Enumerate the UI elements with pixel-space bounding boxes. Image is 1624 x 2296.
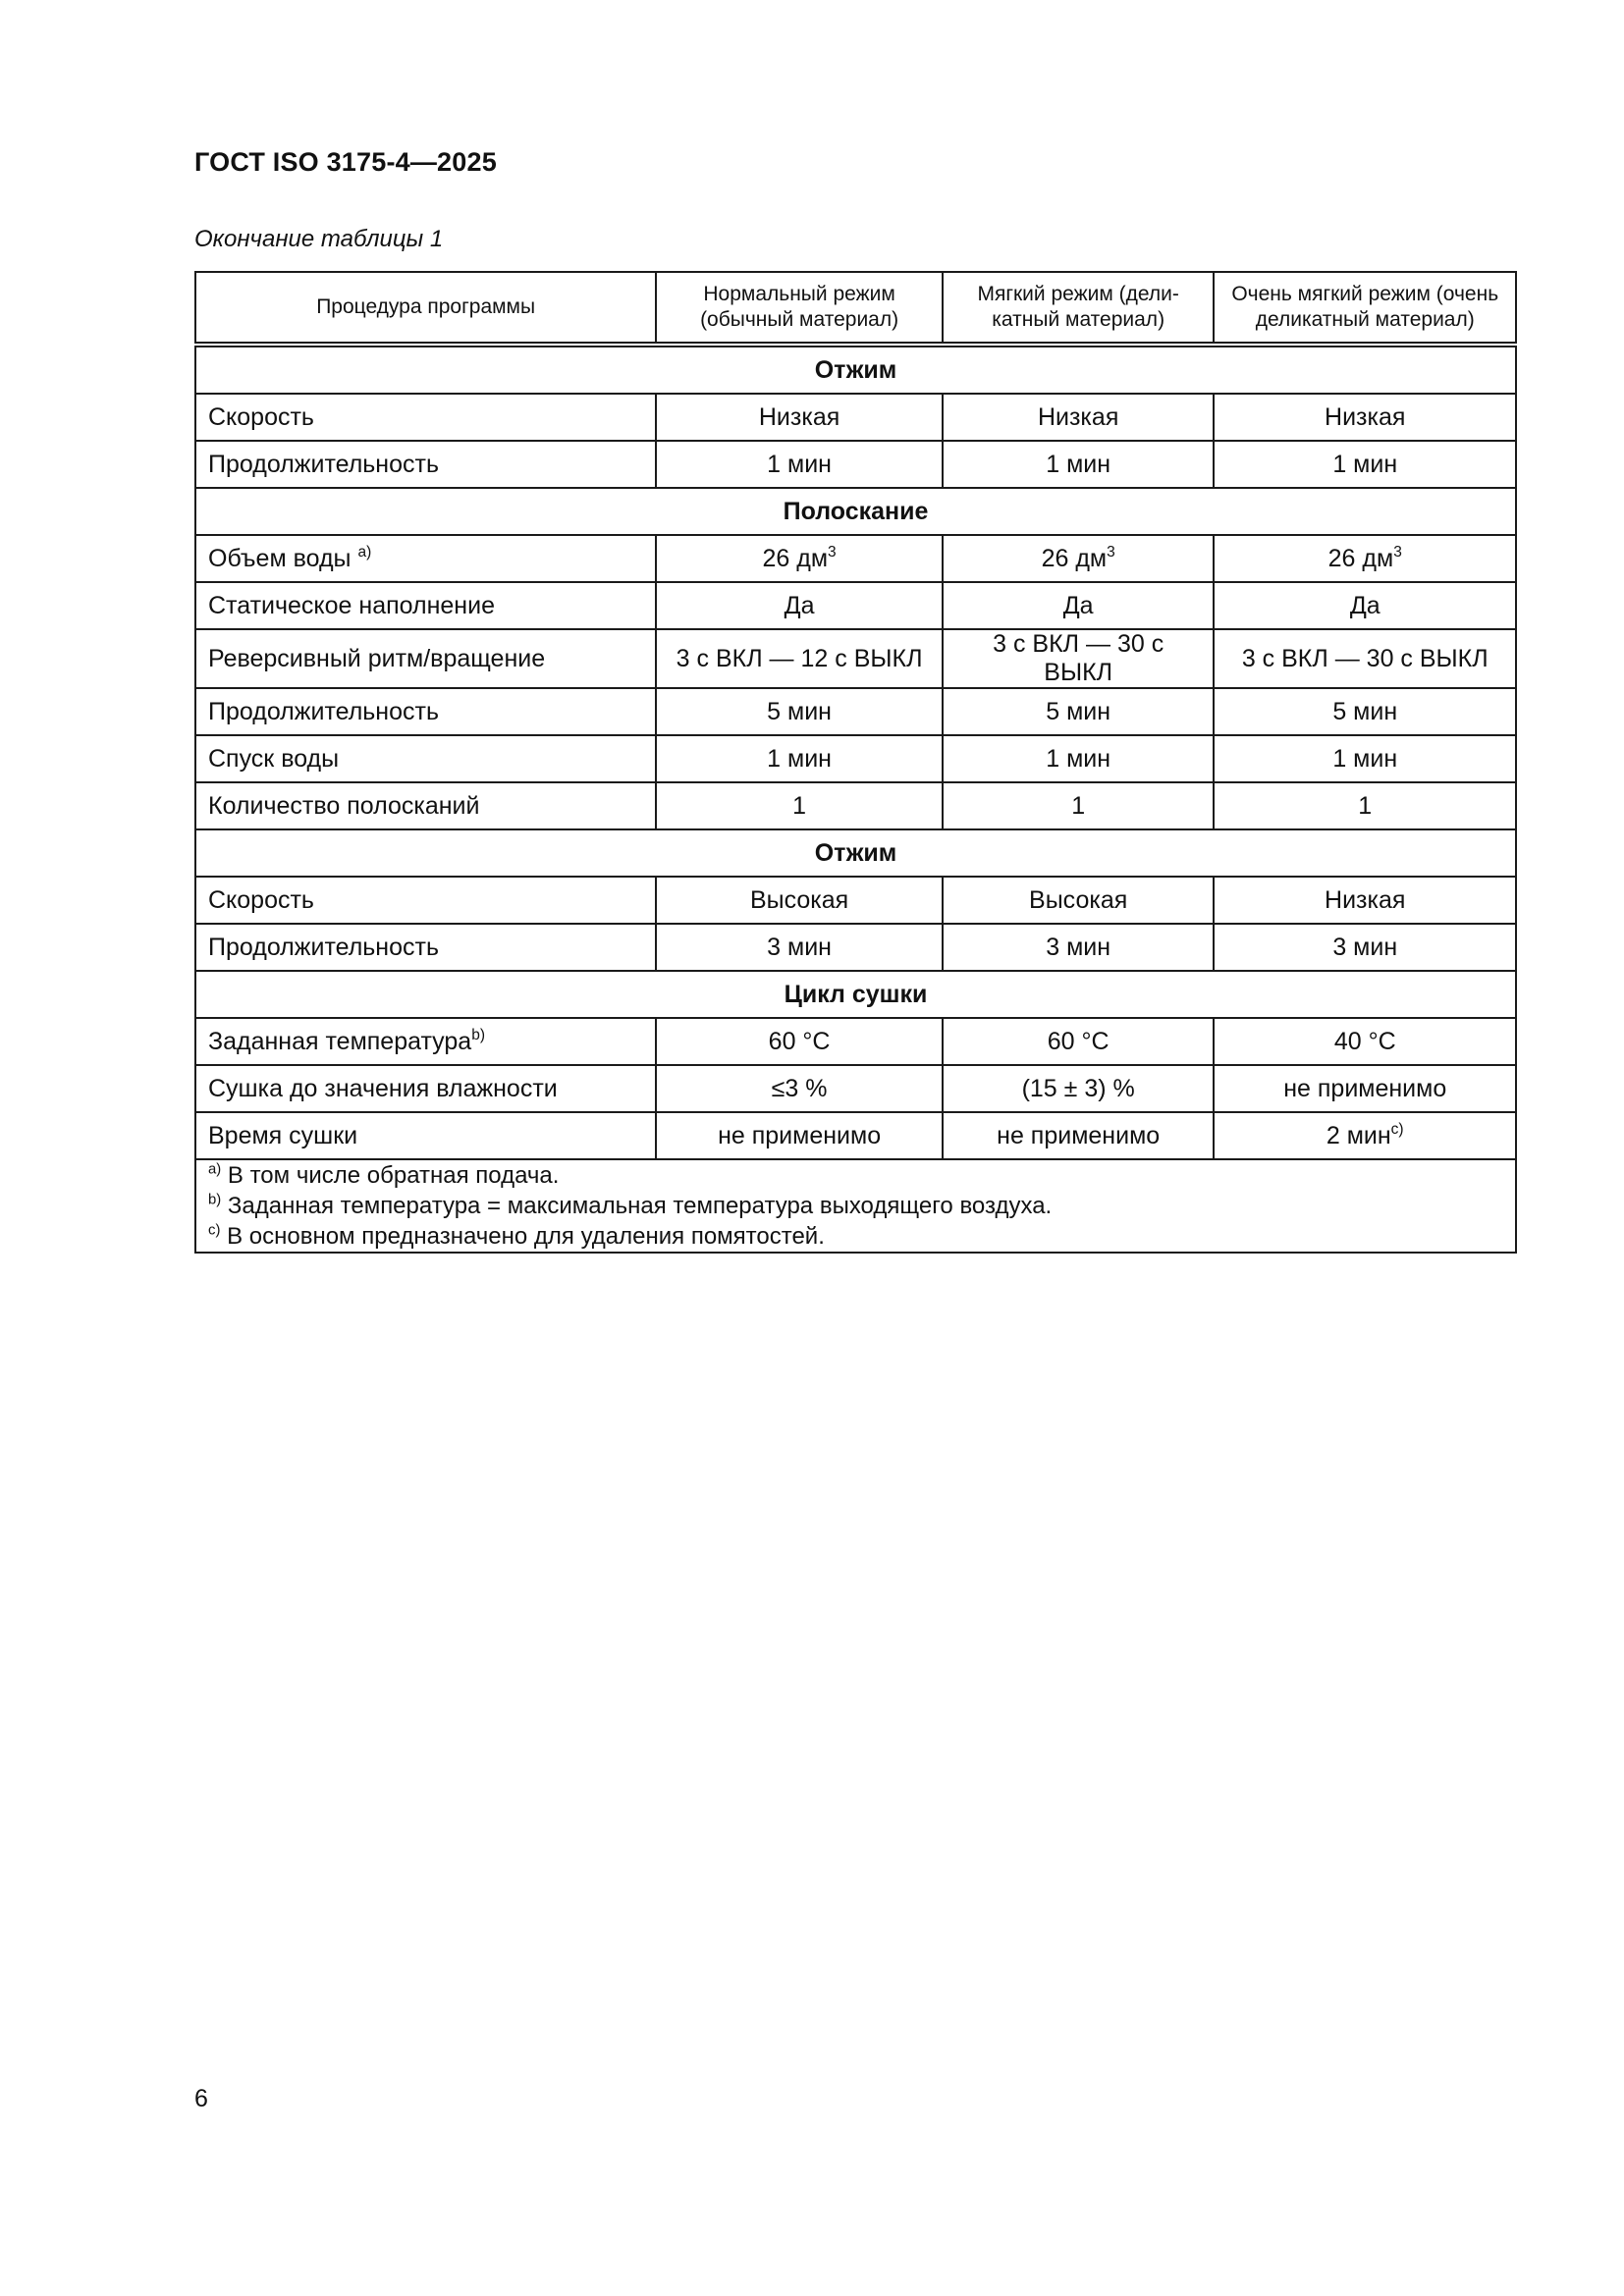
value-cell — [1214, 782, 1516, 829]
value-cell — [656, 688, 943, 735]
column-header: Процедура программы — [195, 272, 656, 345]
param-label: Продолжительность — [208, 697, 439, 725]
value-cell — [943, 877, 1215, 924]
value-text: Высокая — [1029, 885, 1128, 914]
value-cell — [1214, 1065, 1516, 1112]
table-row — [195, 394, 1516, 441]
param-cell — [195, 924, 656, 971]
param-cell — [195, 735, 656, 782]
table-caption: Окончание таблицы 1 — [194, 226, 444, 252]
value-text: Высокая — [749, 885, 849, 914]
table-row — [195, 535, 1516, 582]
value-text: 26 дм — [1327, 544, 1394, 572]
value-text: Да — [1349, 591, 1380, 619]
param-label: Время сушки — [208, 1121, 358, 1149]
value-text: 5 мин — [1332, 697, 1398, 725]
value-cell — [656, 582, 943, 629]
value-text: 3 мин — [767, 933, 832, 961]
param-label: Реверсивный ритм/вращение — [208, 644, 546, 672]
value-text: 1 мин — [767, 744, 832, 773]
value-cell — [656, 782, 943, 829]
value-text: Низкая — [758, 402, 840, 431]
footnote-text: Заданная температура = максимальная температура выходящего воздуха. — [221, 1193, 1053, 1219]
param-label: Количество полосканий — [208, 791, 480, 820]
value-cell — [1214, 535, 1516, 582]
value-cell — [656, 629, 943, 688]
param-label: Продолжительность — [208, 933, 439, 961]
param-label: Заданная температура — [208, 1027, 472, 1055]
section-row — [195, 829, 1516, 877]
footnotes-cell — [195, 1159, 1516, 1253]
table-row — [195, 1112, 1516, 1159]
value-text: 1 мин — [1332, 450, 1398, 478]
param-cell — [195, 688, 656, 735]
value-cell — [943, 629, 1215, 688]
footnote-mark: b) — [208, 1192, 222, 1208]
table-row — [195, 782, 1516, 829]
value-cell — [1214, 394, 1516, 441]
value-text: 1 мин — [1046, 450, 1111, 478]
value-text: Да — [1062, 591, 1094, 619]
value-text: Низкая — [1325, 885, 1406, 914]
footnote — [208, 1160, 1503, 1191]
param-cell — [195, 535, 656, 582]
table-row — [195, 1018, 1516, 1065]
table-row — [195, 1065, 1516, 1112]
param-label: Объем воды — [208, 544, 358, 572]
value-text: 26 дм — [1041, 544, 1108, 572]
value-text: (15 ± 3) % — [1021, 1074, 1135, 1102]
value-cell — [656, 1018, 943, 1065]
table-row — [195, 688, 1516, 735]
value-cell — [1214, 877, 1516, 924]
column-header: Очень мягкий режим (очень деликатный материал) — [1214, 272, 1516, 345]
param-cell — [195, 394, 656, 441]
value-cell — [943, 535, 1215, 582]
value-text: 60 °C — [768, 1027, 831, 1055]
table-header-row — [195, 272, 1516, 345]
value-cell — [656, 394, 943, 441]
value-cell — [943, 582, 1215, 629]
param-label: Спуск воды — [208, 744, 340, 773]
table-row — [195, 877, 1516, 924]
value-text: 5 мин — [767, 697, 832, 725]
section-title: Отжим — [195, 829, 1516, 877]
footnote — [208, 1191, 1503, 1221]
table-row — [195, 924, 1516, 971]
value-cell — [1214, 1018, 1516, 1065]
param-cell — [195, 1065, 656, 1112]
table-row — [195, 582, 1516, 629]
value-cell — [1214, 735, 1516, 782]
value-cell — [1214, 688, 1516, 735]
footnote-ref: b) — [471, 1026, 486, 1043]
value-text: 2 мин — [1326, 1121, 1391, 1149]
param-label: Скорость — [208, 402, 314, 431]
value-text: 1 мин — [1332, 744, 1398, 773]
column-header: Мягкий режим (дели-катный материал) — [943, 272, 1215, 345]
value-cell — [943, 735, 1215, 782]
document-header: ГОСТ ISO 3175-4—2025 — [194, 147, 497, 177]
value-text: 1 — [1358, 791, 1373, 820]
footnote-ref: а) — [357, 543, 372, 561]
value-text: 1 — [792, 791, 807, 820]
value-text: не применимо — [718, 1121, 882, 1149]
param-cell — [195, 782, 656, 829]
footnote-mark: c) — [208, 1222, 221, 1239]
value-cell — [943, 688, 1215, 735]
page-number: 6 — [194, 2085, 208, 2112]
section-title: Цикл сушки — [195, 971, 1516, 1018]
table-row — [195, 629, 1516, 688]
section-title: Отжим — [195, 345, 1516, 394]
value-cell — [656, 1112, 943, 1159]
value-cell — [656, 735, 943, 782]
param-cell — [195, 877, 656, 924]
value-text: 3 мин — [1332, 933, 1398, 961]
value-cell — [656, 877, 943, 924]
section-row — [195, 345, 1516, 394]
unit-exponent: 3 — [1107, 543, 1115, 561]
value-text: 3 мин — [1046, 933, 1111, 961]
param-cell — [195, 1018, 656, 1065]
param-cell — [195, 1112, 656, 1159]
unit-exponent: 3 — [828, 543, 837, 561]
footnote-ref: c) — [1390, 1120, 1404, 1138]
table-row — [195, 735, 1516, 782]
value-text: 60 °C — [1047, 1027, 1110, 1055]
footnote-text: В основном предназначено для удаления помятостей. — [220, 1223, 825, 1250]
value-text: Низкая — [1037, 402, 1119, 431]
value-cell — [656, 441, 943, 488]
param-label: Продолжительность — [208, 450, 439, 478]
footnote — [208, 1221, 1503, 1252]
footnote-mark: а) — [208, 1161, 222, 1178]
value-cell — [1214, 629, 1516, 688]
value-cell — [943, 1018, 1215, 1065]
value-text: ≤3 % — [771, 1074, 828, 1102]
param-label: Статическое наполнение — [208, 591, 495, 619]
value-cell — [1214, 582, 1516, 629]
value-text: 1 — [1071, 791, 1086, 820]
value-text: 3 с ВКЛ — 30 с ВЫКЛ — [1241, 644, 1489, 672]
value-text: Да — [784, 591, 815, 619]
value-text: 3 с ВКЛ — 12 с ВЫКЛ — [676, 644, 923, 672]
value-text: 5 мин — [1046, 697, 1111, 725]
value-cell — [656, 1065, 943, 1112]
column-header: Нормальный режим (обычный материал) — [656, 272, 943, 345]
value-text: Низкая — [1325, 402, 1406, 431]
value-cell — [943, 394, 1215, 441]
section-title: Полоскание — [195, 488, 1516, 535]
value-cell — [943, 924, 1215, 971]
value-cell — [943, 782, 1215, 829]
value-cell — [943, 1112, 1215, 1159]
footnotes-row — [195, 1159, 1516, 1253]
param-cell — [195, 629, 656, 688]
param-cell — [195, 441, 656, 488]
value-cell — [1214, 441, 1516, 488]
value-text: не применимо — [997, 1121, 1161, 1149]
value-text: 26 дм — [762, 544, 829, 572]
value-cell — [943, 1065, 1215, 1112]
section-row — [195, 488, 1516, 535]
footnote-text: В том числе обратная подача. — [221, 1162, 560, 1189]
value-text: 3 с ВКЛ — 30 с ВЫКЛ — [993, 630, 1164, 686]
value-text: не применимо — [1283, 1074, 1447, 1102]
value-cell — [1214, 924, 1516, 971]
value-cell — [943, 441, 1215, 488]
value-text: 1 мин — [1046, 744, 1111, 773]
value-text: 1 мин — [767, 450, 832, 478]
table-row — [195, 441, 1516, 488]
value-cell — [656, 924, 943, 971]
param-cell — [195, 582, 656, 629]
value-cell — [656, 535, 943, 582]
section-row — [195, 971, 1516, 1018]
param-label: Сушка до значения влажности — [208, 1074, 558, 1102]
value-cell — [1214, 1112, 1516, 1159]
param-label: Скорость — [208, 885, 314, 914]
program-table — [194, 271, 1517, 1254]
unit-exponent: 3 — [1393, 543, 1402, 561]
value-text: 40 °C — [1333, 1027, 1396, 1055]
